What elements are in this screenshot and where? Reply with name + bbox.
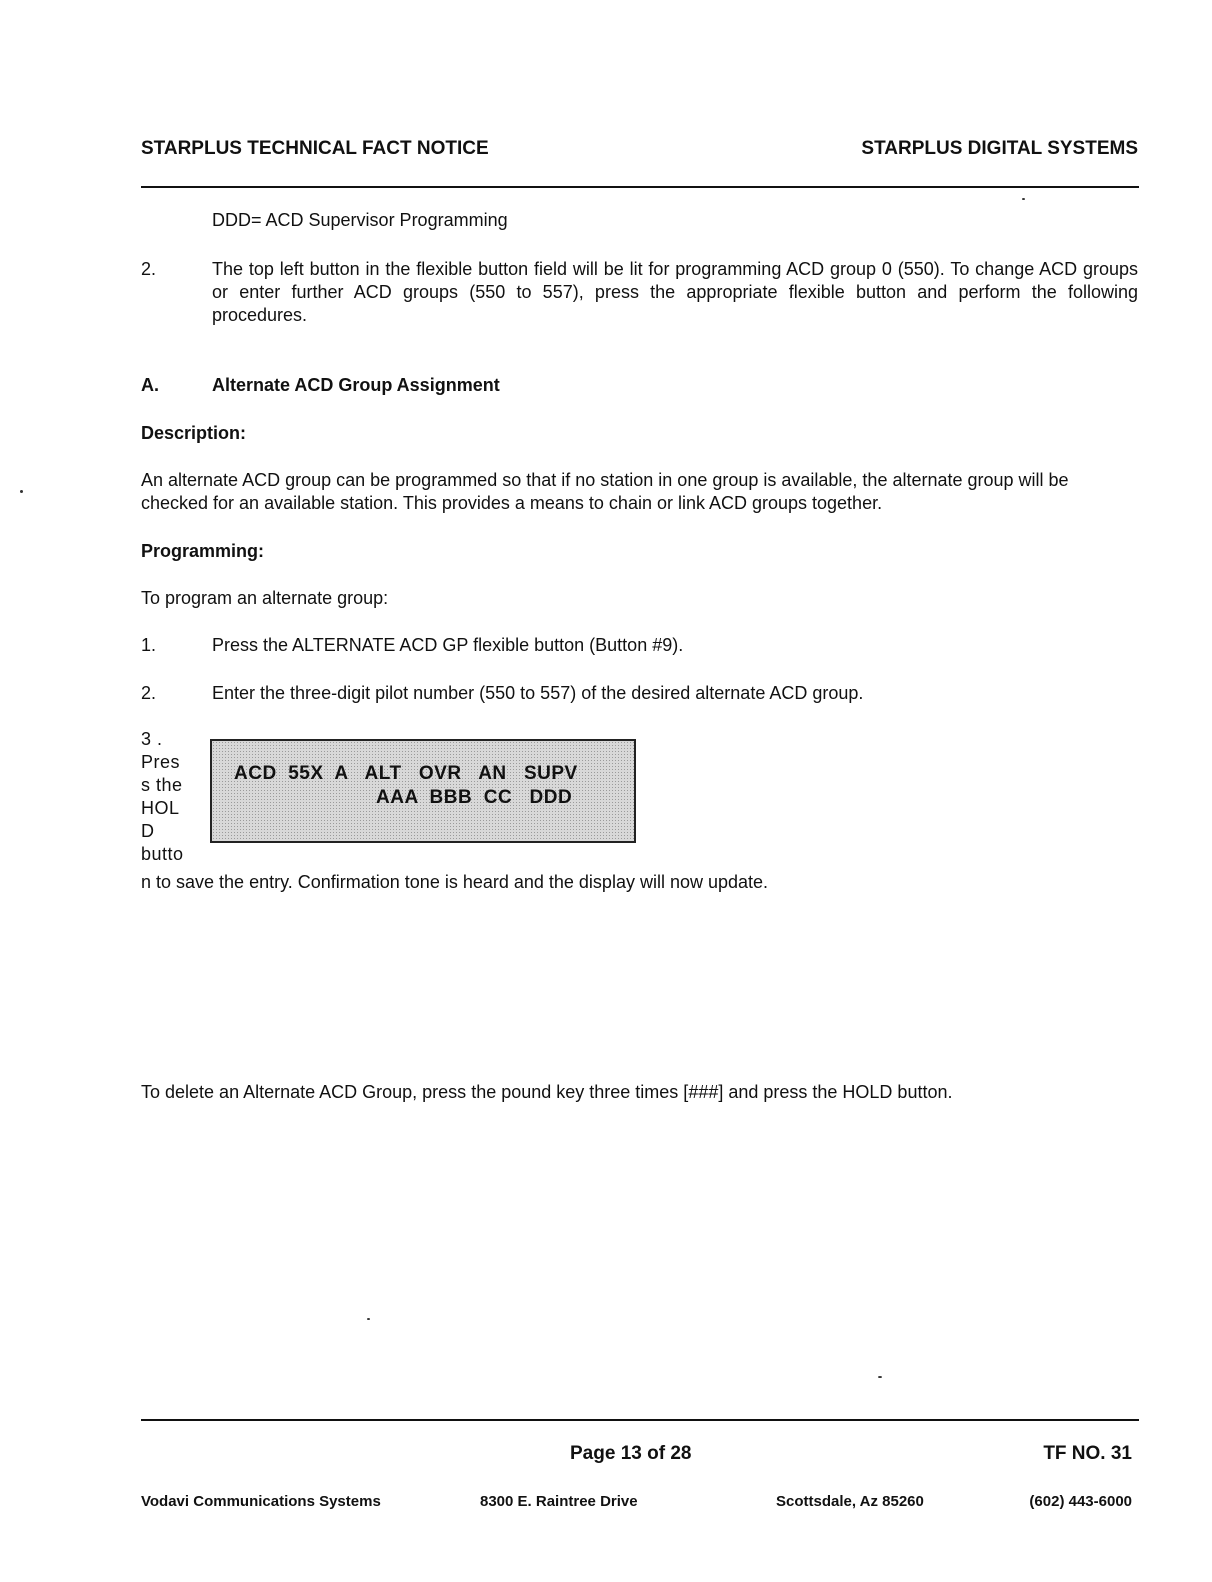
step3-line: D <box>141 821 155 841</box>
step3-line: Pres <box>141 752 181 772</box>
step2-number: 2. <box>141 259 157 279</box>
section-a-letter: A. <box>141 375 159 395</box>
header-left-title: STARPLUS TECHNICAL FACT NOTICE <box>141 138 489 159</box>
step2b-text: Enter the three-digit pilot number (550 to 557) of the desired alternate ACD group. <box>212 683 864 703</box>
step3-continuation: n to save the entry. Confirmation tone is heard and the display will now update. <box>141 872 769 892</box>
lcd-line-1: ACD 55X A ALT OVR AN SUPV <box>234 763 578 784</box>
delete-instruction: To delete an Alternate ACD Group, press the pound key three times [###] and press the HOLD button. <box>141 1082 953 1102</box>
header-rule <box>141 186 1139 188</box>
step2-text: The top left button in the flexible button field will be lit for programming ACD group 0 (550). To change ACD groups or enter further ACD groups (550 to 557), press the appropriate flexible button and perform the following procedures. <box>212 259 1138 325</box>
scan-speck <box>878 1376 882 1378</box>
step3-line: s the <box>141 775 183 795</box>
scan-speck <box>1022 198 1025 200</box>
step3-line: butto <box>141 844 184 864</box>
scan-speck <box>367 1318 370 1320</box>
lcd-line-2: AAA BBB CC DDD <box>376 787 573 808</box>
step3-wrapped-text <box>141 728 191 866</box>
scan-speck <box>20 490 23 493</box>
step1-number: 1. <box>141 635 157 655</box>
footer-address: 8300 E. Raintree Drive <box>480 1493 638 1510</box>
description-heading: Description: <box>141 423 247 443</box>
programming-intro: To program an alternate group: <box>141 588 389 608</box>
step3-line: 3 . <box>141 729 163 749</box>
step3-line: HOL <box>141 798 180 818</box>
footer-rule <box>141 1419 1139 1421</box>
header-right-title: STARPLUS DIGITAL SYSTEMS <box>861 138 1138 159</box>
section-a-title: Alternate ACD Group Assignment <box>212 375 500 395</box>
footer-company: Vodavi Communications Systems <box>141 1493 381 1510</box>
tf-number: TF NO. 31 <box>1043 1443 1132 1464</box>
ddd-definition: DDD= ACD Supervisor Programming <box>212 210 508 230</box>
step2b-number: 2. <box>141 683 157 703</box>
footer-city: Scottsdale, Az 85260 <box>776 1493 924 1510</box>
programming-heading: Programming: <box>141 541 265 561</box>
page-number: Page 13 of 28 <box>570 1443 692 1464</box>
footer-phone: (602) 443-6000 <box>1029 1493 1132 1510</box>
description-text: An alternate ACD group can be programmed so that if no station in one group is available, the alternate group will be checked for an available station. This provides a means to chain or link ACD groups together. <box>141 470 1069 513</box>
lcd-display <box>210 739 636 843</box>
step1-text: Press the ALTERNATE ACD GP flexible button (Button #9). <box>212 635 684 655</box>
